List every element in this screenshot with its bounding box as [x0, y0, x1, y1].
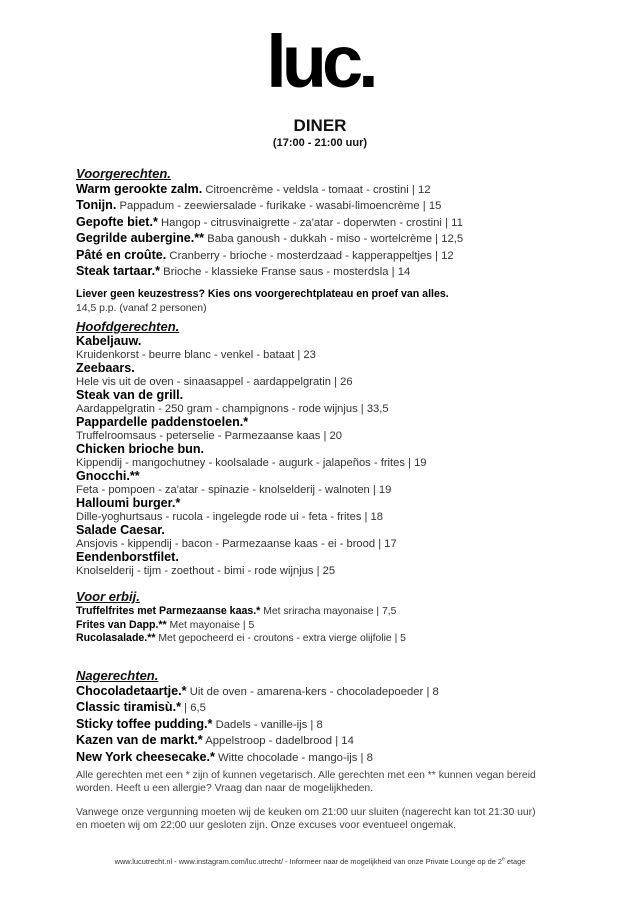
menu-item	[76, 524, 616, 551]
dish-description: Hangop - citrusvinaigrette - za'atar - doperwten - crostini | 11	[157, 216, 463, 229]
dish-name: Chocoladetaartje.*	[76, 684, 187, 698]
dish-name: Gepofte biet.*	[76, 214, 158, 229]
separator: -	[283, 857, 290, 866]
closing-note: Vanwege onze vergunning moeten wij de keuken om 21:00 uur sluiten (nagerecht kan tot 21:30 uur) en moeten wij om 22:00 uur gesloten zijn. Onze excuses voor eventueel ongemak.	[76, 807, 536, 831]
menu-item	[76, 443, 616, 470]
menu-item	[76, 605, 616, 619]
menu-item	[76, 389, 616, 416]
dish-name: Steak van de grill.	[76, 388, 184, 402]
menu-item	[76, 700, 616, 716]
platter-title: Liever geen keuzestress? Kies ons voorgerechtplateau en proef van alles.	[76, 288, 449, 301]
dish-description: Citroencrème - veldsla - tomaat - crostini | 12	[202, 184, 431, 196]
instagram-link[interactable]: www.instagram.com/luc.utrecht/	[178, 857, 284, 866]
dish-description: Baba ganoush - dukkah - miso - wortelcrème | 12,5	[204, 233, 464, 246]
dish-name: Salade Caesar.	[76, 523, 165, 537]
dish-name: Steak tartaar.*	[76, 264, 161, 279]
dish-name: Truffelfrites met Parmezaanse kaas.*	[76, 605, 261, 617]
dish-description: Feta - pompoen - za'atar - spinazie - knolselderij - walnoten | 19	[76, 483, 392, 496]
dish-description: Hele vis uit de oven - sinaasappel - aardappelgratin | 26	[76, 375, 353, 388]
lounge-info: Informeer naar de mogelijkheid van onze Private Lounge op de 2	[289, 857, 503, 866]
dish-name: Pappardelle paddenstoelen.*	[76, 415, 249, 429]
dish-description: Uit de oven - amarena-kers - chocoladepoeder | 8	[186, 686, 439, 698]
dish-name: Pâté en croûte.	[76, 247, 167, 262]
dish-description: Dadels - vanille-ijs | 8	[212, 718, 323, 731]
separator: -	[172, 857, 179, 866]
footer	[0, 857, 640, 867]
menu-item	[76, 231, 616, 247]
dish-description: Cranberry - brioche - mosterdzaad - kapperappeltjes | 12	[166, 249, 454, 262]
mains-section	[76, 319, 616, 578]
dietary-note: Alle gerechten met een * zijn of kunnen vegetarisch. Alle gerechten met een ** kunnen vegan bereid worden. Heeft u een allergie? Vraag dan naar de mogelijkheden.	[76, 770, 536, 794]
dish-name: Kabeljauw.	[76, 334, 142, 348]
menu-item	[76, 215, 616, 231]
dish-description: Brioche - klassieke Franse saus - mosterdsla | 14	[160, 266, 411, 279]
dish-description: Truffelroomsaus - peterselie - Parmezaanse kaas | 20	[76, 429, 342, 442]
menu-item	[76, 497, 616, 524]
dish-name: Halloumi burger.*	[76, 496, 181, 510]
section-heading: Hoofdgerechten.	[76, 319, 180, 334]
dish-description: Met sriracha mayonaise | 7,5	[260, 606, 397, 617]
menu-item	[76, 264, 616, 280]
menu-item	[76, 551, 616, 578]
starters-section	[76, 166, 616, 316]
menu-item	[76, 619, 616, 633]
menu-hours: (17:00 - 21:00 uur)	[272, 137, 368, 149]
dish-name: Gegrilde aubergine.**	[76, 231, 205, 246]
dish-description: Witte chocolade - mango-ijs | 8	[214, 751, 373, 764]
menu-item	[76, 198, 616, 214]
section-heading: Nagerechten.	[76, 668, 159, 683]
dish-description: Knolselderij - tijm - zoethout - bimi - rode wijnjus | 25	[76, 564, 336, 577]
dish-description: Aardappelgratin - 250 gram - champignons - rode wijnjus | 33,5	[76, 402, 389, 415]
dish-name: Eendenborstfilet.	[76, 550, 179, 564]
dish-name: Gnocchi.**	[76, 469, 140, 483]
desserts-section	[76, 668, 616, 766]
menu-item	[76, 684, 616, 700]
menu-title: DINER	[293, 116, 347, 135]
section-heading: Voor erbij.	[76, 589, 140, 604]
dish-name: Kazen van de markt.*	[76, 733, 203, 748]
dish-name: Zeebaars.	[76, 361, 135, 375]
dish-name: New York cheesecake.*	[76, 749, 215, 764]
menu-item	[76, 750, 616, 766]
dish-name: Sticky toffee pudding.*	[76, 716, 213, 731]
dish-description: | 6,5	[181, 702, 206, 715]
dish-description: Met gepocheerd ei - croutons - extra vierge olijfolie | 5	[155, 633, 406, 645]
section-heading: Voorgerechten.	[76, 166, 171, 181]
dish-name: Frites van Dapp.**	[76, 618, 167, 631]
dish-description: Kruidenkorst - beurre blanc - venkel - bataat | 23	[76, 348, 316, 361]
menu-item	[76, 416, 616, 443]
lounge-sup: e	[502, 856, 505, 863]
dish-description: Appelstroop - dadelbrood | 14	[202, 735, 354, 748]
sides-section	[76, 589, 616, 646]
menu-item	[76, 470, 616, 497]
menu-item	[76, 632, 616, 646]
platter-price: 14,5 p.p. (vanaf 2 personen)	[76, 303, 207, 315]
menu-item	[76, 362, 616, 389]
dish-description: Met mayonaise | 5	[166, 619, 255, 631]
menu-item	[76, 248, 616, 264]
dish-name: Rucolasalade.**	[76, 632, 156, 645]
dish-description: Pappadum - zeewiersalade - furikake - wasabi-limoencrème | 15	[116, 200, 442, 213]
restaurant-logo: luc.	[266, 20, 374, 103]
dish-name: Chicken brioche bun.	[76, 442, 205, 456]
dish-name: Tonijn.	[76, 198, 117, 213]
menu-item	[76, 335, 616, 362]
lounge-end: etage	[504, 857, 526, 866]
dish-description: Kippendij - mangochutney - koolsalade - augurk - jalapeños - frites | 19	[76, 456, 427, 469]
dish-name: Warm gerookte zalm.	[76, 182, 203, 196]
menu-item	[76, 733, 616, 749]
notes	[76, 769, 546, 832]
dish-description: Ansjovis - kippendij - bacon - Parmezaanse kaas - ei - brood | 17	[76, 537, 397, 550]
menu-item	[76, 717, 616, 733]
menu-item	[76, 182, 616, 198]
website-link[interactable]: www.lucutrecht.nl	[114, 857, 173, 866]
dish-name: Classic tiramisù.*	[76, 700, 181, 715]
dish-description: Dille-yoghurtsaus - rucola - ingelegde rode ui - feta - frites | 18	[76, 510, 383, 523]
